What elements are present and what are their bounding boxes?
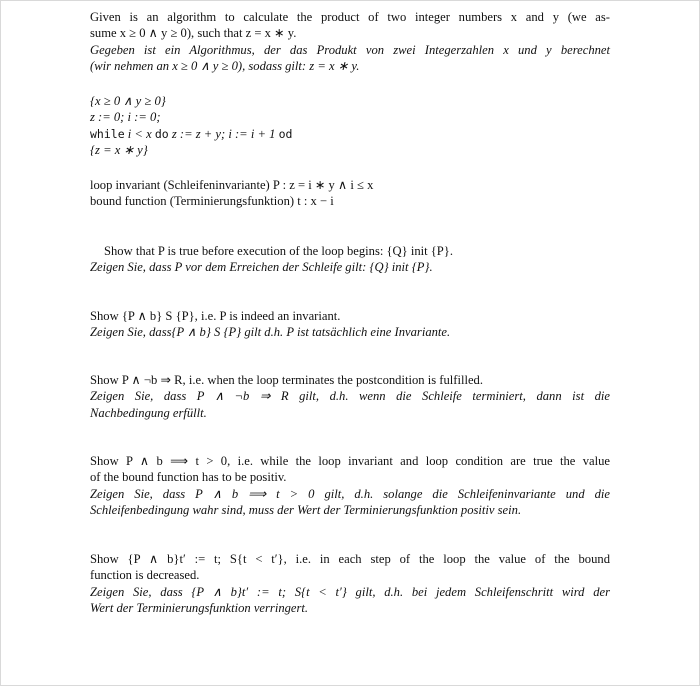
- od-keyword: od: [278, 126, 293, 141]
- intro-en-line-1: Given is an algorithm to calculate the product of two integer numbers x and y (we as-: [90, 10, 610, 24]
- task-4-en-line-2: of the bound function has to be positiv.: [90, 470, 287, 485]
- task-2-de-line-1: Zeigen Sie, dass{P ∧ b} S {P} gilt d.h. P ist tatsächlich eine Invariante.: [90, 325, 451, 340]
- intro-en-line-2: sume x ≥ 0 ∧ y ≥ 0), such that z = x ∗ y.: [90, 26, 297, 41]
- intro-de-line-1: Gegeben ist ein Algorithmus, der das Produkt von zwei Integerzahlen x und y berechnet: [90, 42, 610, 57]
- algorithm-block: [90, 93, 610, 158]
- task-4-de-line-1: Zeigen Sie, dass P ∧ b ⟹ t > 0 gilt, d.h. solange die Schleifeninvariante und die: [90, 486, 610, 501]
- init-statement: z := 0; i := 0;: [90, 110, 161, 125]
- task-3-de-line-1: Zeigen Sie, dass P ∧ ¬b ⇒ R gilt, d.h. wenn die Schleife terminiert, dann ist die: [90, 389, 610, 404]
- precondition: {x ≥ 0 ∧ y ≥ 0}: [90, 94, 166, 108]
- task-4-de-line-2: Schleifenbedingung wahr sind, muss der Wert der Terminierungsfunktion positiv sein.: [90, 502, 522, 517]
- while-keyword: while: [90, 126, 125, 141]
- loop-body: z := z + y; i := i + 1: [168, 126, 279, 141]
- loop-condition: i < x: [124, 126, 155, 141]
- task-5: [90, 551, 610, 616]
- task-3-en-line-1: Show P ∧ ¬b ⇒ R, i.e. when the loop terminates the postcondition is fulfilled.: [90, 373, 483, 387]
- task-4: [90, 453, 610, 518]
- while-loop-line: [90, 126, 610, 142]
- do-keyword: do: [154, 126, 169, 141]
- bound-function-line: bound function (Terminierungsfunktion) t : x − i: [90, 194, 334, 209]
- task-2-en-line-1: Show {P ∧ b} S {P}, i.e. P is indeed an invariant.: [90, 309, 341, 323]
- task-1-en-line-1: Show that P is true before execution of the loop begins: {Q} init {P}.: [104, 244, 454, 258]
- intro-de-line-2: (wir nehmen an x ≥ 0 ∧ y ≥ 0), sodass gilt: z = x ∗ y.: [90, 58, 360, 73]
- intro-paragraph: [90, 9, 610, 74]
- task-2: [90, 308, 610, 341]
- task-1: [90, 243, 610, 276]
- task-3: [90, 372, 610, 421]
- task-5-de-line-1: Zeigen Sie, dass {P ∧ b}t′ := t; S{t < t′} gilt, d.h. bei jedem Schleifenschritt wird der: [90, 584, 610, 599]
- task-4-en-line-1: Show P ∧ b ⟹ t > 0, i.e. while the loop invariant and loop condition are true the value: [90, 454, 610, 468]
- definitions-block: [90, 177, 610, 210]
- task-5-en-line-1: Show {P ∧ b}t′ := t; S{t < t′}, i.e. in each step of the loop the value of the bound: [90, 552, 610, 566]
- task-5-de-line-2: Wert der Terminierungsfunktion verringert.: [90, 600, 309, 615]
- task-5-en-line-2: function is decreased.: [90, 568, 200, 583]
- postcondition: {z = x ∗ y}: [90, 142, 148, 157]
- task-3-de-line-2: Nachbedingung erfüllt.: [90, 405, 207, 420]
- task-1-de-line-1: Zeigen Sie, dass P vor dem Erreichen der Schleife gilt: {Q} init {P}.: [90, 260, 433, 275]
- loop-invariant-line: loop invariant (Schleifeninvariante) P : z = i ∗ y ∧ i ≤ x: [90, 178, 374, 192]
